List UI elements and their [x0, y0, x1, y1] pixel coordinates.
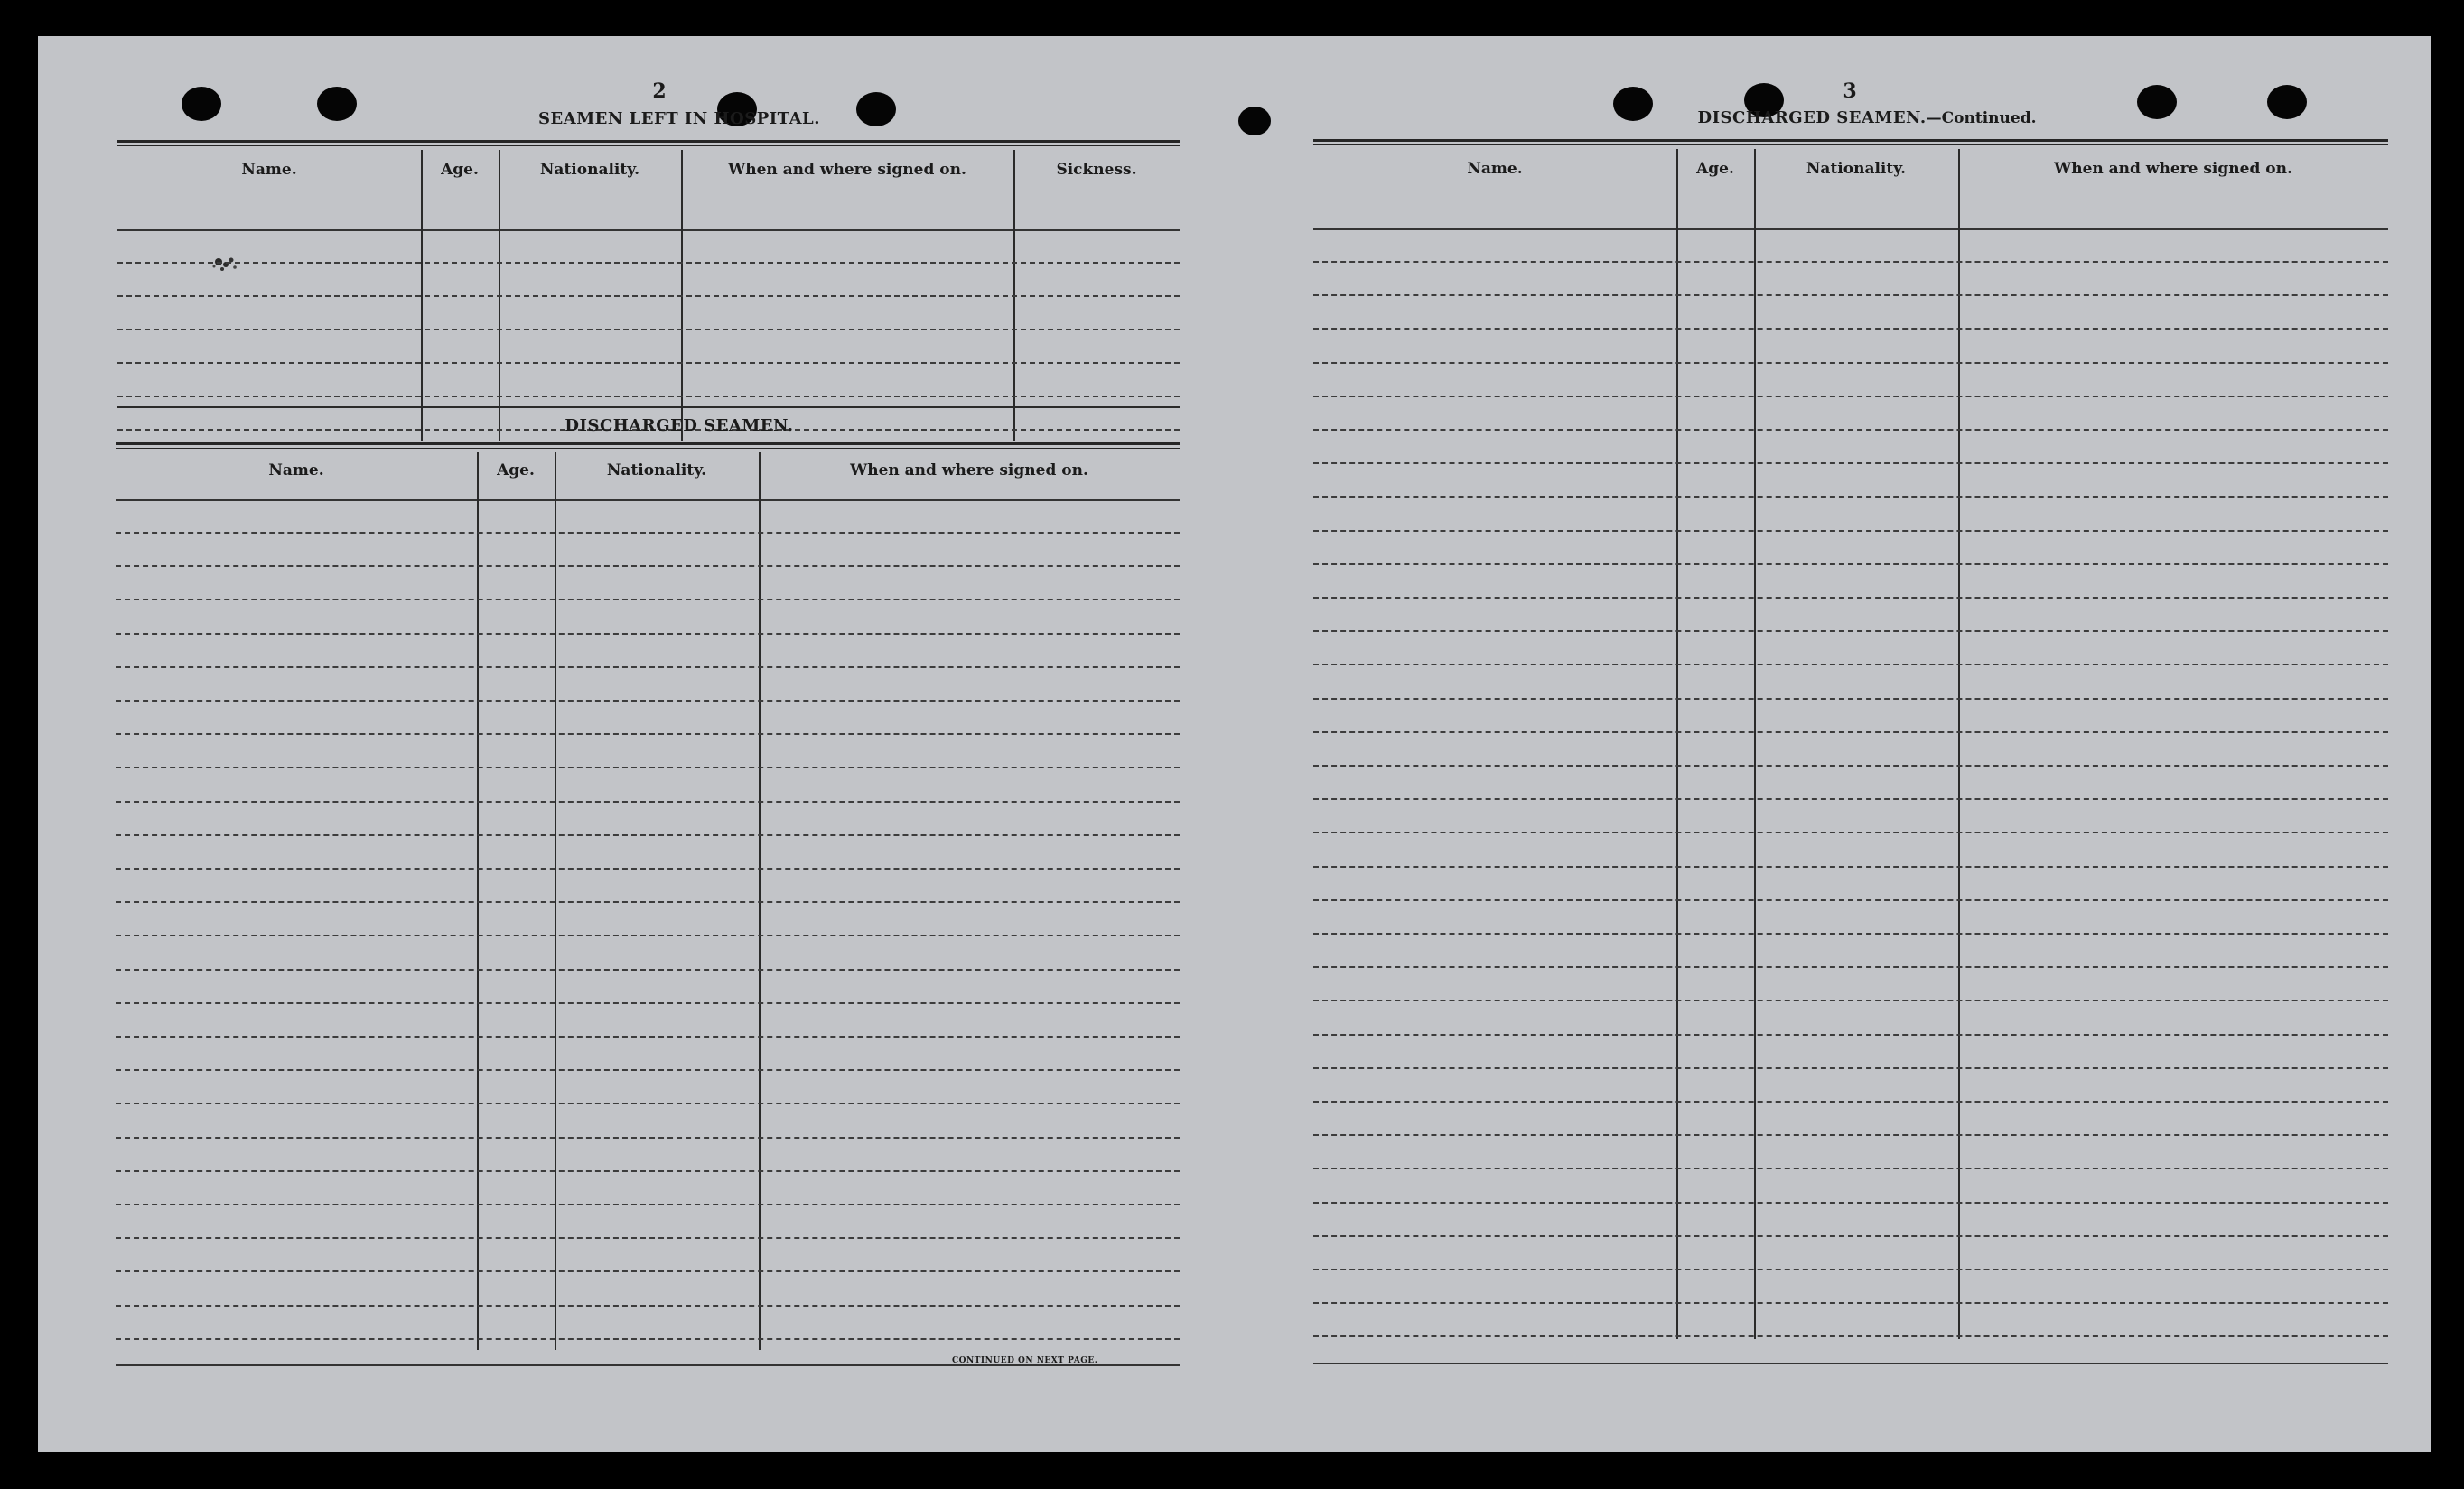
- entry-line: [116, 834, 1180, 836]
- page-number-left: 2: [652, 79, 667, 103]
- entry-line: [1313, 731, 2388, 733]
- column-header-when-where-signed-on: When and where signed on.: [2054, 160, 2292, 178]
- entry-line: [117, 396, 1180, 397]
- entry-line: [117, 262, 1180, 264]
- entry-line: [1313, 429, 2388, 431]
- column-header-nationality: Nationality.: [606, 461, 707, 479]
- column-header-nationality: Nationality.: [539, 161, 640, 179]
- hospital-section-title: SEAMEN LEFT IN HOSPITAL.: [538, 109, 820, 128]
- entry-line: [116, 1237, 1180, 1239]
- entry-line: [117, 329, 1180, 330]
- hospital-table-top-rule: [117, 140, 1180, 146]
- entry-line: [116, 1170, 1180, 1172]
- continued-on-next-page-note: CONTINUED ON NEXT PAGE.: [952, 1356, 1098, 1365]
- entry-line: [1313, 1101, 2388, 1103]
- entry-line: [1313, 630, 2388, 632]
- punch-hole: [2267, 85, 2307, 119]
- entry-line: [1313, 866, 2388, 868]
- discharged-table-top-rule: [116, 442, 1180, 449]
- entry-line: [116, 801, 1180, 803]
- entry-line: [1313, 362, 2388, 364]
- column-header-age: Age.: [441, 161, 479, 179]
- column-header-when-where-signed-on: When and where signed on.: [850, 461, 1088, 479]
- entry-line: [117, 295, 1180, 297]
- entry-line: [116, 1137, 1180, 1139]
- entry-line: [116, 901, 1180, 903]
- entry-line: [116, 935, 1180, 936]
- entry-line: [116, 1270, 1180, 1272]
- discharged-section-title: DISCHARGED SEAMEN.: [565, 416, 794, 435]
- entry-line: [1313, 530, 2388, 532]
- table-bottom-rule: [1313, 1363, 2388, 1364]
- entry-line: [116, 1036, 1180, 1038]
- hospital-table-bottom-rule: [117, 406, 1180, 408]
- column-header-name: Name.: [1467, 160, 1523, 178]
- entry-line: [116, 1002, 1180, 1004]
- ledger-sheet: [38, 36, 2431, 1452]
- entry-line: [1313, 1067, 2388, 1069]
- punch-hole: [317, 87, 357, 121]
- entry-line: [117, 362, 1180, 364]
- entry-line: [116, 733, 1180, 735]
- header-divider: [1313, 228, 2388, 230]
- entry-line: [1313, 597, 2388, 599]
- entry-line: [1313, 328, 2388, 330]
- entry-line: [1313, 396, 2388, 397]
- entry-line: [1313, 832, 2388, 833]
- entry-line: [1313, 765, 2388, 767]
- header-divider: [116, 499, 1180, 501]
- entry-line: [1313, 798, 2388, 800]
- entry-line: [116, 1103, 1180, 1104]
- entry-line: [116, 969, 1180, 971]
- entry-line: [1313, 496, 2388, 498]
- entry-line: [116, 666, 1180, 668]
- entry-line: [1313, 664, 2388, 665]
- discharged-continued-table-top-rule: [1313, 139, 2388, 145]
- entry-line: [116, 700, 1180, 702]
- entry-line: [1313, 563, 2388, 565]
- entry-line: [1313, 1168, 2388, 1169]
- page-number-right: 3: [1843, 79, 1857, 103]
- header-divider: [117, 229, 1180, 231]
- discharged-continued-title-main: DISCHARGED SEAMEN.: [1697, 108, 1927, 127]
- entry-line: [1313, 966, 2388, 968]
- entry-line: [116, 767, 1180, 768]
- entry-line: [1313, 1269, 2388, 1270]
- entry-line: [1313, 1335, 2388, 1337]
- column-header-age: Age.: [1696, 160, 1734, 178]
- entry-line: [1313, 1034, 2388, 1036]
- entry-line: [116, 1069, 1180, 1071]
- column-header-name: Name.: [241, 161, 297, 179]
- column-header-age: Age.: [497, 461, 535, 479]
- entry-line: [1313, 1134, 2388, 1136]
- punch-hole: [2137, 85, 2177, 119]
- entry-line: [1313, 462, 2388, 464]
- column-header-when-where-signed-on: When and where signed on.: [728, 161, 966, 179]
- entry-line: [116, 1305, 1180, 1307]
- column-header-nationality: Nationality.: [1806, 160, 1907, 178]
- entry-line: [116, 1338, 1180, 1340]
- punch-hole: [182, 87, 221, 121]
- entry-line: [1313, 1235, 2388, 1237]
- entry-line: [116, 599, 1180, 600]
- entry-line: [1313, 261, 2388, 263]
- discharged-continued-title-suffix: —Continued.: [1926, 109, 2037, 127]
- entry-line: [1313, 933, 2388, 935]
- entry-line: [116, 532, 1180, 534]
- punch-hole: [1238, 107, 1271, 135]
- entry-line: [116, 633, 1180, 635]
- discharged-table-left: [116, 452, 1180, 1350]
- entry-line: [1313, 1000, 2388, 1001]
- hospital-table: [117, 150, 1180, 441]
- entry-line: [1313, 1202, 2388, 1204]
- entry-line: [1313, 294, 2388, 296]
- discharged-continued-section-title: [1628, 108, 2106, 127]
- entry-line: [1313, 1302, 2388, 1304]
- column-header-name: Name.: [268, 461, 324, 479]
- entry-line: [1313, 899, 2388, 901]
- column-header-sickness: Sickness.: [1056, 161, 1137, 179]
- entry-line: [116, 1204, 1180, 1205]
- discharged-continued-table: [1313, 149, 2388, 1339]
- entry-line: [1313, 698, 2388, 700]
- entry-line: [116, 868, 1180, 870]
- entry-line: [116, 565, 1180, 567]
